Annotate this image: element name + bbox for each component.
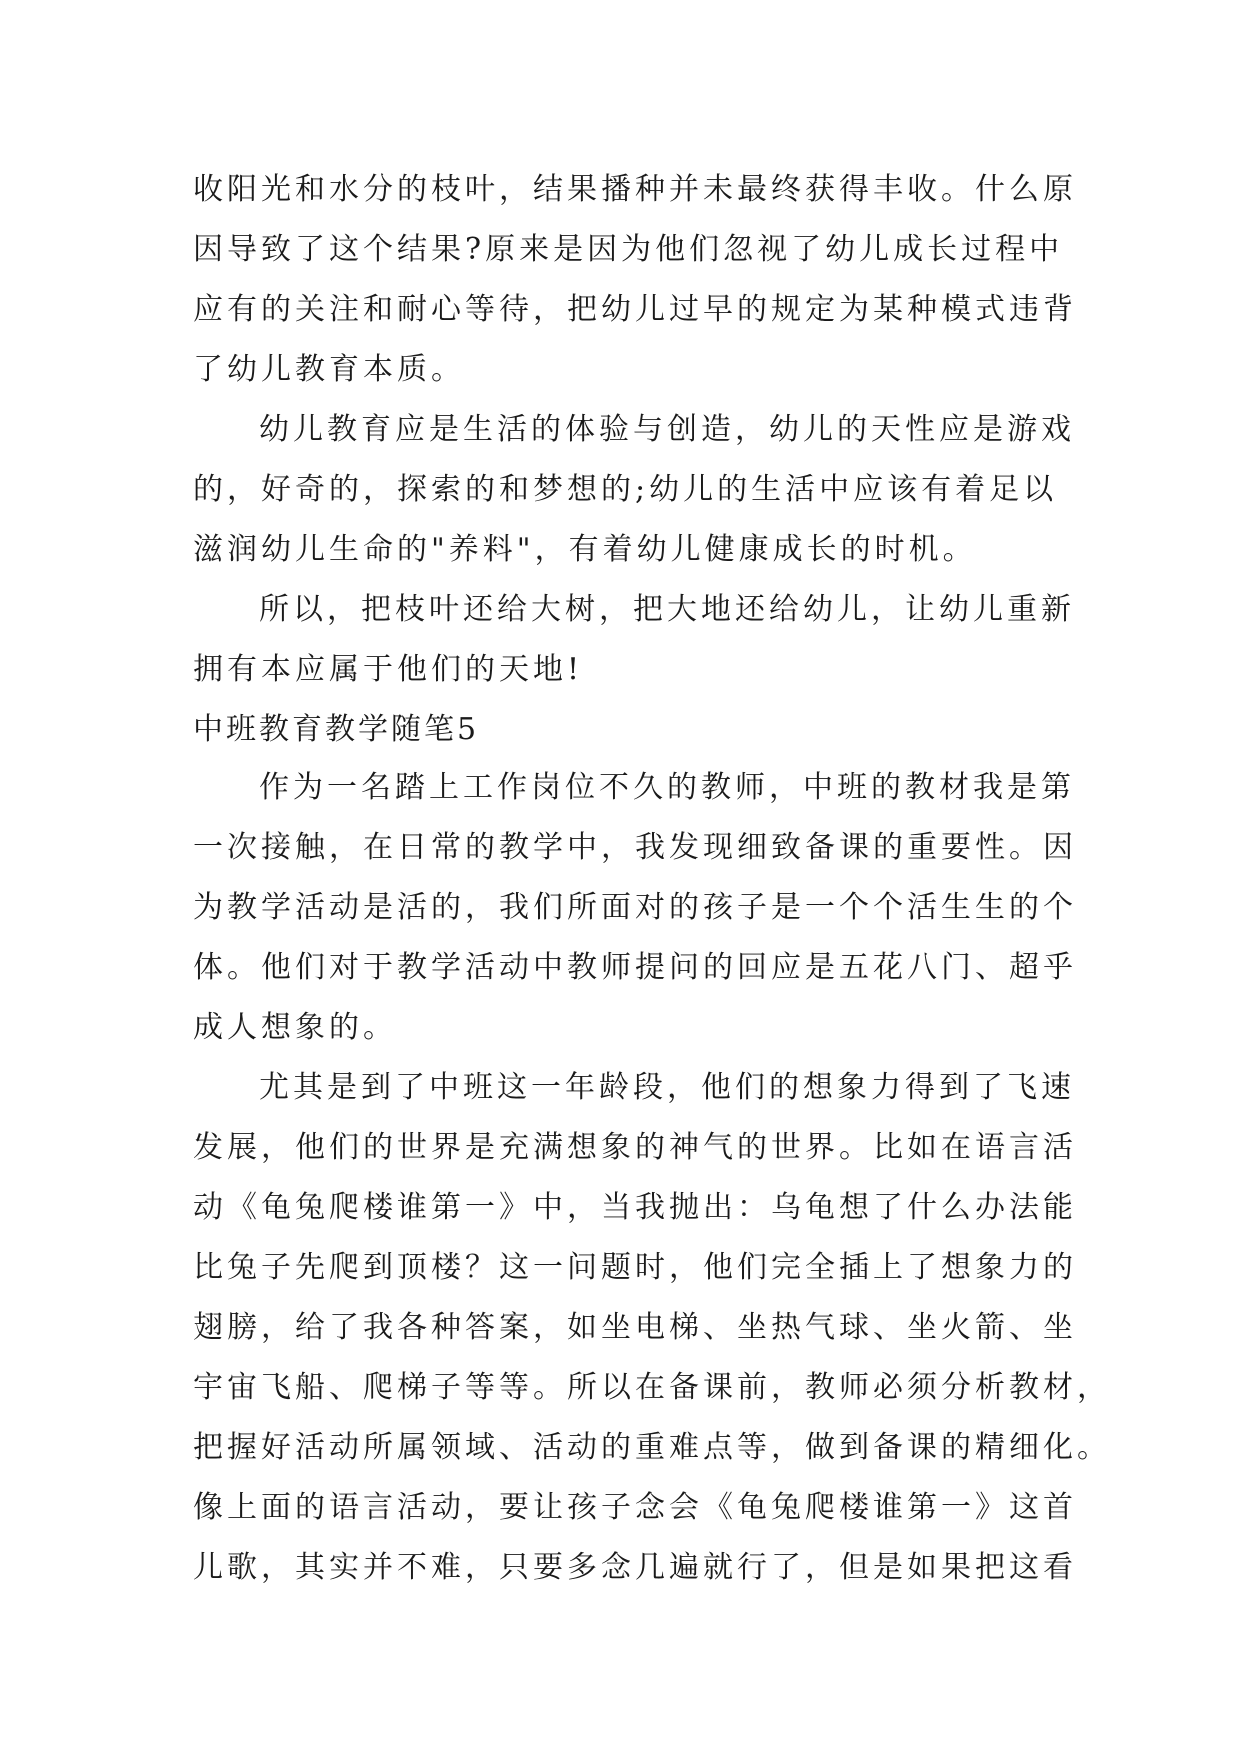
text-line: 应有的关注和耐心等待，把幼儿过早的规定为某种模式违背	[193, 292, 1077, 327]
text-line: 宇宙飞船、爬梯子等等。所以在备课前，教师必须分析教材，	[193, 1370, 1111, 1405]
paragraph	[193, 764, 1077, 1064]
text-line: 把握好活动所属领域、活动的重难点等，做到备课的精细化。	[193, 1430, 1111, 1465]
text-line: 儿歌，其实并不难，只要多念几遍就行了，但是如果把这看	[193, 1550, 1077, 1585]
text-line: 因导致了这个结果?原来是因为他们忽视了幼儿成长过程中	[193, 232, 1064, 267]
heading-text: 中班教育教学随笔5	[193, 712, 480, 747]
text-line: 幼儿教育应是生活的体验与创造，幼儿的天性应是游戏	[259, 412, 1075, 447]
text-line: 了幼儿教育本质。	[193, 352, 465, 387]
paragraph	[193, 406, 1075, 586]
paragraph	[193, 166, 1077, 406]
text-line: 作为一名踏上工作岗位不久的教师，中班的教材我是第	[259, 770, 1075, 805]
text-line: 一次接触，在日常的教学中，我发现细致备课的重要性。因	[193, 830, 1077, 865]
paragraph	[193, 586, 1075, 706]
text-line: 像上面的语言活动，要让孩子念会《龟兔爬楼谁第一》这首	[193, 1490, 1077, 1525]
document-page	[193, 166, 1111, 1604]
text-line: 尤其是到了中班这一年龄段，他们的想象力得到了飞速	[259, 1070, 1075, 1105]
text-line: 收阳光和水分的枝叶，结果播种并未最终获得丰收。什么原	[193, 172, 1077, 207]
section-heading	[193, 706, 1053, 764]
text-line: 为教学活动是活的，我们所面对的孩子是一个个活生生的个	[193, 890, 1077, 925]
text-line: 比兔子先爬到顶楼？这一问题时，他们完全插上了想象力的	[193, 1250, 1077, 1285]
text-line: 体。他们对于教学活动中教师提问的回应是五花八门、超乎	[193, 950, 1077, 985]
text-line: 拥有本应属于他们的天地!	[193, 652, 584, 687]
text-line: 动《龟兔爬楼谁第一》中，当我抛出：乌龟想了什么办法能	[193, 1190, 1077, 1225]
text-line: 滋润幼儿生命的"养料"，有着幼儿健康成长的时机。	[193, 532, 977, 567]
text-line: 所以，把枝叶还给大树，把大地还给幼儿，让幼儿重新	[259, 592, 1075, 627]
text-line: 发展，他们的世界是充满想象的神气的世界。比如在语言活	[193, 1130, 1077, 1165]
text-line: 翅膀，给了我各种答案，如坐电梯、坐热气球、坐火箭、坐	[193, 1310, 1077, 1345]
text-line: 的，好奇的，探索的和梦想的;幼儿的生活中应该有着足以	[193, 472, 1058, 507]
text-line: 成人想象的。	[193, 1010, 397, 1045]
paragraph	[193, 1064, 1111, 1604]
